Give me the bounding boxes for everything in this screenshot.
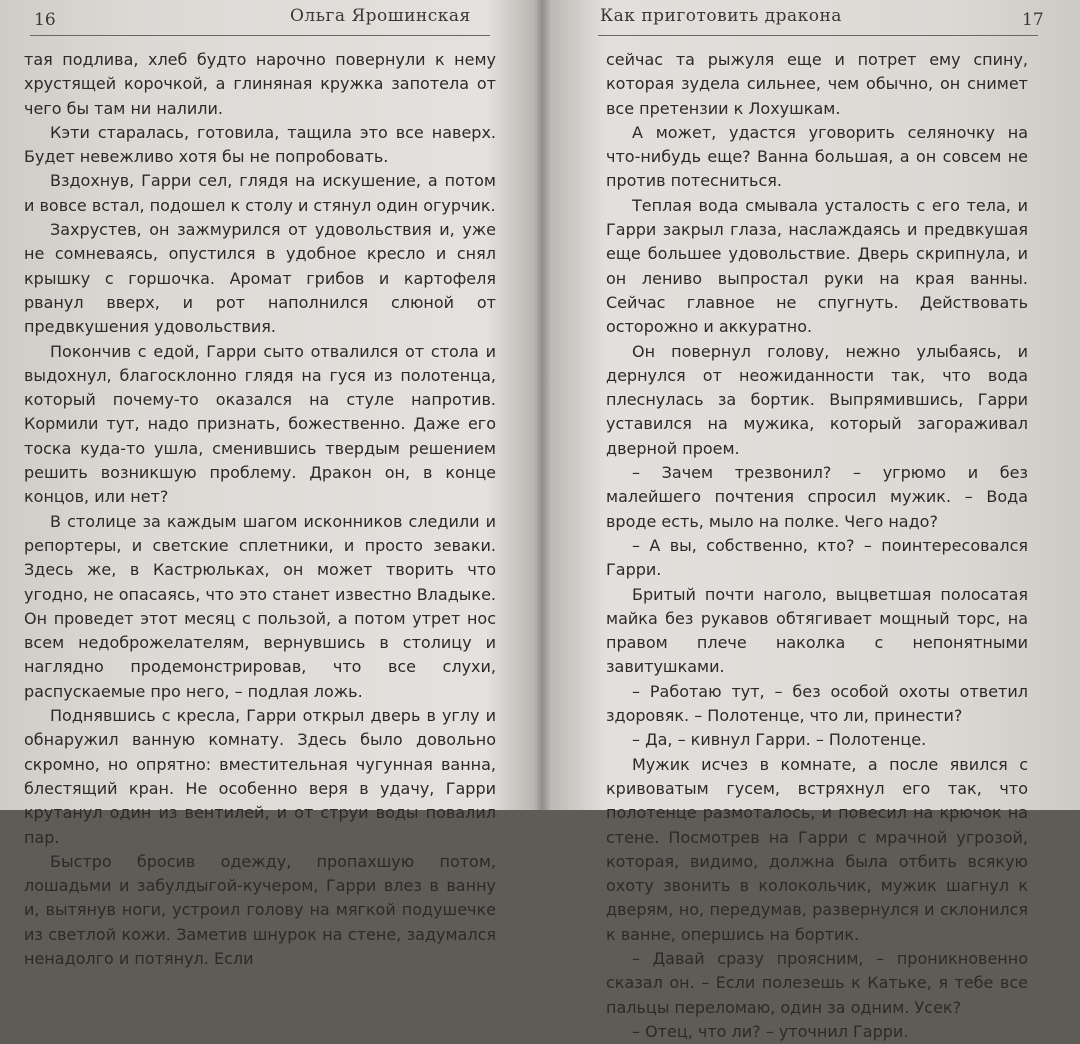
paragraph: Вздохнув, Гарри сел, глядя на искушение, а потом и вовсе встал, подошел к столу и стянул один огурчик.: [24, 171, 496, 215]
paragraph: Быстро бросив одежду, пропахшую потом, лошадьми и забулдыгой-кучером, Гарри влез в ванну и, вытянув ноги, устроил голову на мягкой подушечке из светлой кожи. Заметив шнурок на стене, задумался ненадолго и потянул. Если: [24, 851, 496, 968]
paragraph: – Давай сразу проясним, – проникновенно сказал он. – Если полезешь к Катьке, я тебе все пальцы переломаю, один за одним. Усек?: [606, 948, 1028, 1017]
paragraph: – Работаю тут, – без особой охоты ответил здоровяк. – Полотенце, что ли, принести?: [606, 681, 1028, 726]
page-number: 16: [34, 10, 56, 30]
paragraph: Поднявшись с кресла, Гарри открыл дверь в углу и обнаружил ванную комнату. Здесь было довольно скромно, но опрятно: вместительная чугунная ванна, блестящий кран. Не особенно веря в удачу, Гарри крутанул один из вентилей, и от струи воды повалил пар.: [24, 706, 496, 847]
paragraph: Бритый почти наголо, выцветшая полосатая майка без рукавов обтягивает мощный торс, на правом плече наколка с непонятными завитушками.: [606, 584, 1028, 677]
running-head: Ольга Ярошинская: [290, 6, 471, 26]
paragraph: Мужик исчез в комнате, а после явился с кривоватым гусем, встряхнул его так, что полотенце размоталось, и повесил на крючок на стене. Посмотрев на Гарри с мрачной угрозой, которая, видимо, должна была отбить всякую охоту звонить в колокольчик, мужик шагнул к дверям, но, передумав, развернулся и склонился к ванне, опершись на бортик.: [606, 754, 1028, 944]
paragraph: сейчас та рыжуля еще и потрет ему спину, которая зудела сильнее, чем обычно, он снимет все претензии к Лохушкам.: [606, 50, 1028, 118]
page-body: [606, 48, 1028, 1044]
paragraph: А может, удастся уговорить селяночку на что-нибудь еще? Ванна большая, а он совсем не против потесниться.: [606, 122, 1028, 191]
paragraph: тая подлива, хлеб будто нарочно повернули к нему хрустящей корочкой, а глиняная кружка запотела от чего бы там ни налили.: [24, 50, 496, 118]
paragraph: В столице за каждым шагом исконников следили и репортеры, и светские сплетники, и просто зеваки. Здесь же, в Кастрюльках, он может творить что угодно, не опасаясь, что это станет известно Владыке. Он проведет этот месяц с пользой, а потом утрет нос всем недоброжелателям, вернувшись в столицу и наглядно продемонстрировав, что все слухи, распускаемые про него, – подлая ложь.: [24, 511, 496, 701]
running-head: Как приготовить дракона: [600, 6, 842, 26]
paragraph: Покончив с едой, Гарри сыто отвалился от стола и выдохнул, благосклонно глядя на гуся из полотенца, который почему-то оказался на стуле напротив. Кормили тут, надо признать, божественно. Даже его тоска куда-то ушла, сменившись твердым решением решить возникшую проблему. Дракон он, в конце концов, или нет?: [24, 341, 496, 507]
paragraph: – Зачем трезвонил? – угрюмо и без малейшего почтения спросил мужик. – Вода вроде есть, мыло на полке. Чего надо?: [606, 463, 1028, 531]
paragraph: – Да, – кивнул Гарри. – Полотенце.: [632, 730, 927, 750]
paragraph: Кэти старалась, готовила, тащила это все наверх. Будет невежливо хотя бы не попробовать.: [24, 122, 496, 167]
paragraph: Захрустев, он зажмурился от удовольствия и, уже не сомневаясь, опустился в удобное кресло и снял крышку с горшочка. Аромат грибов и картофеля рванул вверх, и рот наполнился слюной от предвкушения удовольствия.: [24, 220, 496, 337]
paragraph: Теплая вода смывала усталость с его тела, и Гарри закрыл глаза, наслаждаясь и предвкушая еще большее удовольствие. Дверь скрипнула, и он лениво выпростал руки на края ванны. Сейчас главное не спугнуть. Действовать осторожно и аккуратно.: [606, 195, 1028, 337]
paragraph: – Отец, что ли? – уточнил Гарри.: [632, 1021, 909, 1041]
page-number: 17: [1022, 10, 1044, 30]
paragraph: – А вы, собственно, кто? – поинтересовался Гарри.: [606, 535, 1028, 580]
paragraph: Он повернул голову, нежно улыбаясь, и дернулся от неожиданности так, что вода плеснулась за бортик. Выпрямившись, Гарри уставился на мужика, который загораживал дверной проем.: [606, 341, 1028, 458]
header-rule: [598, 35, 1038, 36]
